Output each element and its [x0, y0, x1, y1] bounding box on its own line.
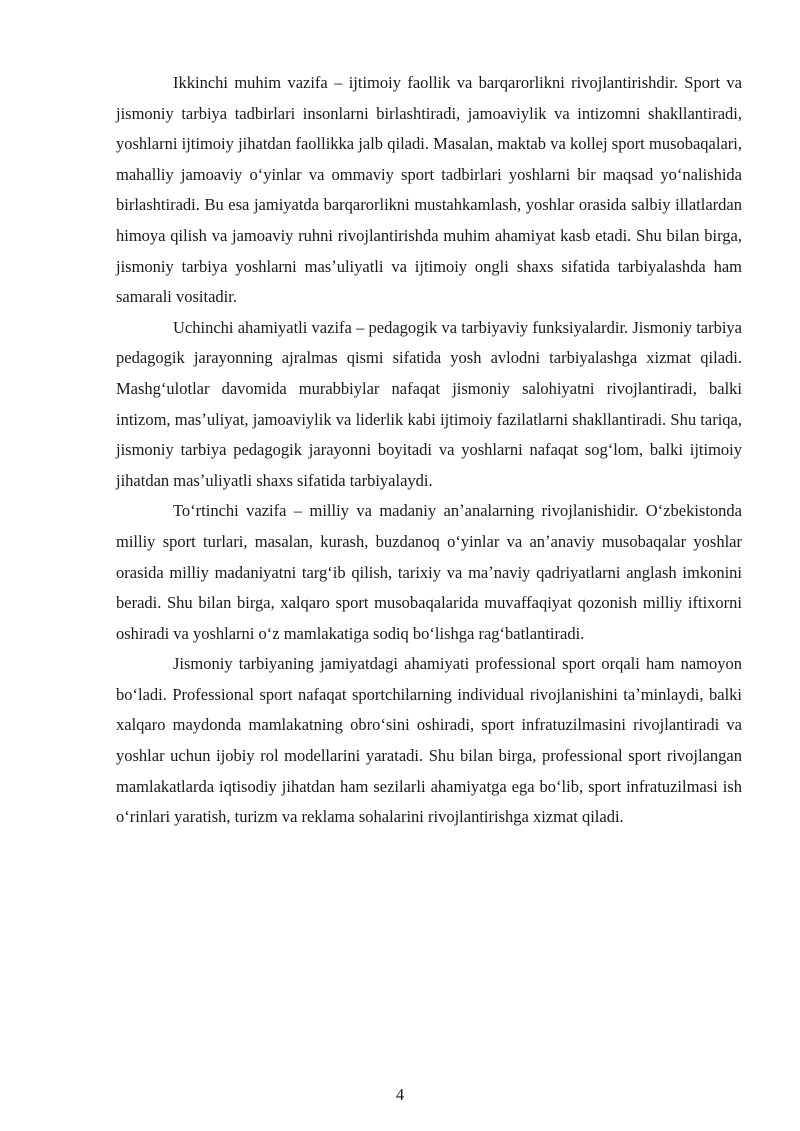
- paragraph-pedagogical-functions: Uchinchi ahamiyatli vazifa – pedagogik va tarbiyaviy funksiyalardir. Jismoniy tarbiya pedagogik jarayonning ajralmas qismi sifatida yosh avlodni tarbiyalashga xizmat qiladi. Mashgʻulotlar davomida murabbiylar nafaqat jismoniy salohiyatni rivojlantiradi, balki intizom, masʼuliyat, jamoaviylik va liderlik kabi ijtimoiy fazilatlarni shakllantiradi. Shu tariqa, jismoniy tarbiya pedagogik jarayonni boyitadi va yoshlarni nafaqat sogʻlom, balki ijtimoiy jihatdan masʼuliyatli shaxs sifatida tarbiyalaydi.: [116, 317, 742, 490]
- page-number: 4: [395, 1085, 405, 1104]
- paragraph-social-activity: Ikkinchi muhim vazifa – ijtimoiy faollik va barqarorlikni rivojlantirishdir. Sport va jismoniy tarbiya tadbirlari insonlarni birlashtiradi, jamoaviylik va intizomni shakllantiradi, yoshlarni ijtimoiy jihatdan faollikka jalb qiladi. Masalan, maktab va kollej sport musobaqalari, mahalliy jamoaviy oʻyinlar va ommaviy sport tadbirlari yoshlarni bir maqsad yoʻnalishida birlashtiradi. Bu esa jamiyatda barqarorlikni mustahkamlash, yoshlar orasida salbiy illatlardan himoya qilish va jamoaviy ruhni rivojlantirishda muhim ahamiyat kasb etadi. Shu bilan birga, jismoniy tarbiya yoshlarni masʼuliyatli va ijtimoiy ongli shaxs sifatida tarbiyalashda ham samarali vositadir.: [116, 73, 742, 307]
- body-text: [116, 68, 742, 833]
- paragraph-professional-sport: Jismoniy tarbiyaning jamiyatdagi ahamiyati professional sport orqali ham namoyon boʻladi. Professional sport nafaqat sportchilarning individual rivojlanishini taʼminlaydi, balki xalqaro maydonda mamlakatning obroʻsini oshiradi, sport infratuzilmasini rivojlantiradi va yoshlar uchun ijobiy rol modellarini yaratadi. Shu bilan birga, professional sport rivojlangan mamlakatlarda iqtisodiy jihatdan ham sezilarli ahamiyatga ega boʻlib, sport infratuzilmasi ish oʻrinlari yaratish, turizm va reklama sohalarini rivojlantirishga xizmat qiladi.: [116, 654, 742, 827]
- paragraph-national-traditions: Toʻrtinchi vazifa – milliy va madaniy anʼanalarning rivojlanishidir. Oʻzbekistonda milliy sport turlari, masalan, kurash, buzdanoq oʻyinlar va anʼanaviy musobaqalar yoshlar orasida milliy madaniyatni targʻib qilish, tarixiy va maʼnaviy qadriyatlarni anglash imkonini beradi. Shu bilan birga, xalqaro sport musobaqalarida muvaffaqiyat qozonish milliy iftixorni oshiradi va yoshlarni oʻz mamlakatiga sodiq boʻlishga ragʻbatlantiradi.: [116, 501, 742, 643]
